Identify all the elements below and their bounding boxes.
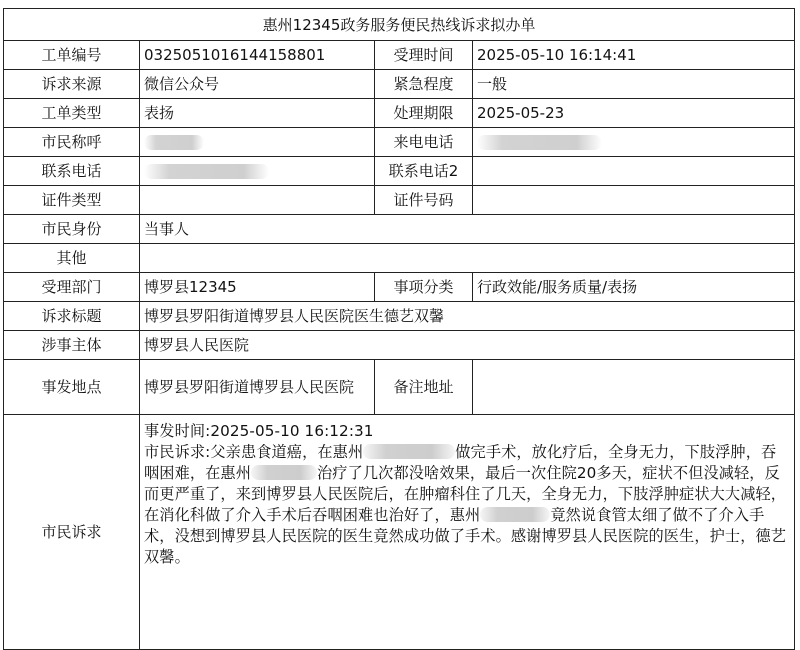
- redacted-mark: [477, 135, 602, 150]
- complaint-part: 竟然说食管太细了做不了介入手术，没想到博罗县人民医院的医生竟然成功做了手术。感谢博罗县人民医院的医生，护士，德艺双馨。: [144, 506, 787, 566]
- table-row: [4, 244, 795, 273]
- source-label: 诉求来源: [4, 70, 140, 99]
- contact-phone2-label: 联系电话2: [375, 157, 473, 186]
- redacted-mark: [144, 135, 204, 150]
- complaint-part: 做完手术，放化疗后，全身无力，下肢浮肿，吞咽困难，在惠州: [144, 443, 777, 482]
- complaint-body: [144, 442, 790, 568]
- source-value: 微信公众号: [140, 70, 375, 99]
- id-number-value: [473, 186, 795, 215]
- incident-time: 事发时间:2025-05-10 16:12:31: [144, 422, 374, 440]
- accept-time-label: 受理时间: [375, 41, 473, 70]
- ticket-type-value: 表扬: [140, 99, 375, 128]
- deadline-label: 处理期限: [375, 99, 473, 128]
- redacted-mark: [144, 164, 269, 179]
- entity-value: 博罗县人民医院: [140, 331, 795, 360]
- complaint-form-sheet: [3, 8, 794, 648]
- deadline-value: 2025-05-23: [473, 99, 795, 128]
- table-row: [4, 157, 795, 186]
- ticket-no-label: 工单编号: [4, 41, 140, 70]
- category-label: 事项分类: [375, 273, 473, 302]
- contact-phone-label: 联系电话: [4, 157, 140, 186]
- table-row: [4, 70, 795, 99]
- id-type-value: [140, 186, 375, 215]
- caller-phone-label: 来电电话: [375, 128, 473, 157]
- complaint-part: 市民诉求:父亲患食道癌，在惠州: [144, 443, 364, 461]
- citizen-name-label: 市民称呼: [4, 128, 140, 157]
- redacted-mark: [251, 465, 317, 480]
- urgency-label: 紧急程度: [375, 70, 473, 99]
- other-label: 其他: [4, 244, 140, 273]
- form-title: 惠州12345政务服务便民热线诉求拟办单: [4, 9, 795, 41]
- ticket-type-label: 工单类型: [4, 99, 140, 128]
- dept-value: 博罗县12345: [140, 273, 375, 302]
- location-value: 博罗县罗阳街道博罗县人民医院: [140, 360, 375, 415]
- redacted-mark: [480, 507, 550, 522]
- other-value: [140, 244, 795, 273]
- complaint-part: 治疗了几次都没啥效果，最后一次住院20多天，症状不但没减轻，反而更严重了，来到博罗县人民医院后，在肿瘤科住了几天，全身无力，下肢浮肿症状大大减轻，在消化科做了介入手术后吞咽困难也治好了，惠州: [144, 464, 787, 524]
- contact-phone2-value: [473, 157, 795, 186]
- identity-label: 市民身份: [4, 215, 140, 244]
- table-row: [4, 331, 795, 360]
- table-row: [4, 99, 795, 128]
- urgency-value: 一般: [473, 70, 795, 99]
- form-table: [3, 8, 795, 650]
- identity-value: 当事人: [140, 215, 795, 244]
- redacted-mark: [363, 444, 455, 459]
- table-row: [4, 41, 795, 70]
- table-row: [4, 273, 795, 302]
- table-row: [4, 186, 795, 215]
- id-type-label: 证件类型: [4, 186, 140, 215]
- table-row: [4, 415, 795, 650]
- id-number-label: 证件号码: [375, 186, 473, 215]
- table-row: [4, 215, 795, 244]
- caller-phone-value: [473, 128, 795, 157]
- dept-label: 受理部门: [4, 273, 140, 302]
- table-row: [4, 128, 795, 157]
- table-row: [4, 360, 795, 415]
- ticket-no-value: 0325051016144158801: [140, 41, 375, 70]
- complaint-text: [140, 415, 795, 650]
- category-value: 行政效能/服务质量/表扬: [473, 273, 795, 302]
- note-addr-label: 备注地址: [375, 360, 473, 415]
- location-label: 事发地点: [4, 360, 140, 415]
- contact-phone-value: [140, 157, 375, 186]
- citizen-name-value: [140, 128, 375, 157]
- table-row: [4, 302, 795, 331]
- entity-label: 涉事主体: [4, 331, 140, 360]
- subject-value: 博罗县罗阳街道博罗县人民医院医生德艺双馨: [140, 302, 795, 331]
- subject-label: 诉求标题: [4, 302, 140, 331]
- accept-time-value: 2025-05-10 16:14:41: [473, 41, 795, 70]
- complaint-label: 市民诉求: [4, 415, 140, 650]
- note-addr-value: [473, 360, 795, 415]
